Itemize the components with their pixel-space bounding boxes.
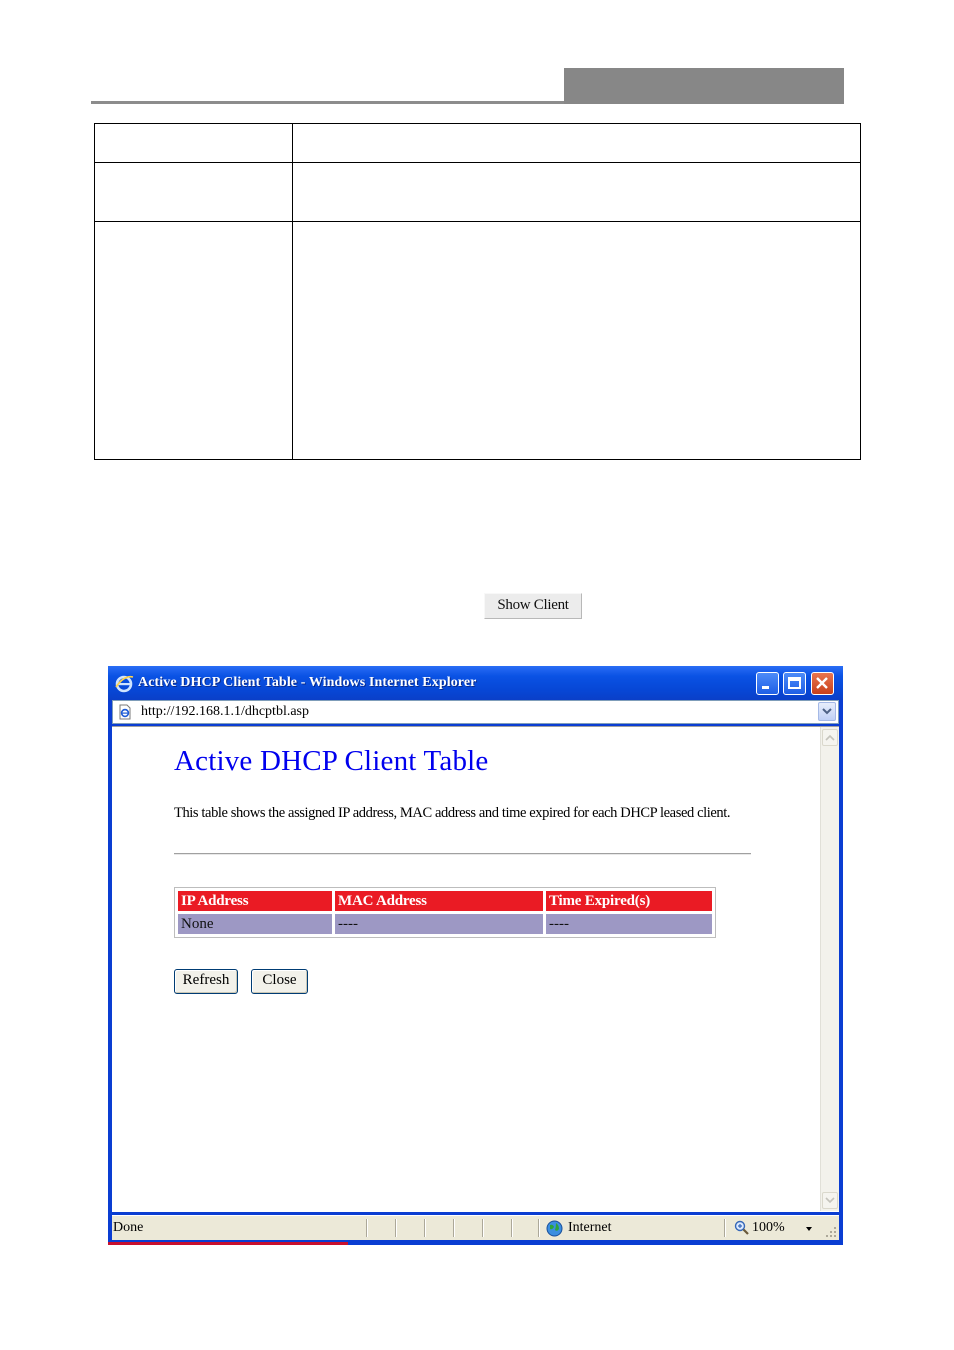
column-header: Time Expired(s) <box>546 891 712 911</box>
vertical-scrollbar[interactable] <box>820 727 839 1211</box>
header-block <box>564 68 844 104</box>
minimize-icon <box>757 673 778 694</box>
divider <box>174 853 751 855</box>
ie-window <box>108 666 843 1245</box>
doc-table-cell <box>293 124 861 163</box>
window-bottom-stripe <box>108 1242 348 1245</box>
status-text: Done <box>113 1220 144 1235</box>
doc-table-cell <box>95 163 293 222</box>
status-divider <box>538 1219 539 1237</box>
show-client-button[interactable]: Show Client <box>484 593 582 619</box>
doc-table-cell <box>95 222 293 460</box>
page-content <box>112 726 839 1212</box>
maximize-icon <box>784 673 805 694</box>
scroll-down-button[interactable] <box>822 1192 838 1209</box>
column-header: IP Address <box>178 891 332 911</box>
header-rule <box>91 101 565 104</box>
minimize-button[interactable] <box>756 672 779 695</box>
window-title: Active DHCP Client Table - Windows Internet Explorer <box>138 675 477 690</box>
doc-table-cell <box>293 163 861 222</box>
status-divider <box>724 1219 725 1237</box>
resize-grip-icon[interactable] <box>825 1226 837 1238</box>
status-divider <box>453 1219 454 1237</box>
page-icon <box>117 704 133 720</box>
table-row <box>178 914 712 934</box>
title-bar[interactable] <box>108 666 843 700</box>
chevron-down-icon <box>819 703 835 720</box>
doc-table <box>94 123 861 460</box>
ie-logo-icon <box>114 673 134 693</box>
address-text: http://192.168.1.1/dhcptbl.asp <box>141 704 309 719</box>
column-header: MAC Address <box>335 891 543 911</box>
close-window-button[interactable] <box>811 672 834 695</box>
doc-table-cell <box>95 124 293 163</box>
close-button[interactable]: Close <box>251 969 308 994</box>
page-description: This table shows the assigned IP address, MAC address and time expired for each DHCP leased client. <box>174 805 731 821</box>
security-zone: Internet <box>568 1220 612 1235</box>
status-divider <box>366 1219 367 1237</box>
table-cell: None <box>178 914 332 934</box>
table-header-row <box>178 891 712 911</box>
magnifier-icon[interactable] <box>734 1220 750 1236</box>
dhcp-client-table <box>174 887 716 938</box>
chevron-down-icon <box>823 1193 837 1208</box>
status-divider <box>395 1219 396 1237</box>
doc-table-cell <box>293 222 861 460</box>
zoom-dropdown-icon[interactable] <box>806 1227 812 1231</box>
status-divider <box>424 1219 425 1237</box>
close-icon <box>812 673 833 694</box>
page-title: Active DHCP Client Table <box>174 745 489 777</box>
address-bar[interactable] <box>112 700 839 724</box>
maximize-button[interactable] <box>783 672 806 695</box>
table-cell: ---- <box>335 914 543 934</box>
chevron-up-icon <box>823 730 837 745</box>
scroll-up-button[interactable] <box>822 729 838 746</box>
address-dropdown-button[interactable] <box>818 702 836 721</box>
status-divider <box>482 1219 483 1237</box>
globe-icon <box>546 1220 563 1237</box>
refresh-button[interactable]: Refresh <box>174 969 238 994</box>
zoom-level[interactable]: 100% <box>752 1220 785 1235</box>
table-cell: ---- <box>546 914 712 934</box>
status-bar <box>112 1215 839 1240</box>
status-divider <box>511 1219 512 1237</box>
